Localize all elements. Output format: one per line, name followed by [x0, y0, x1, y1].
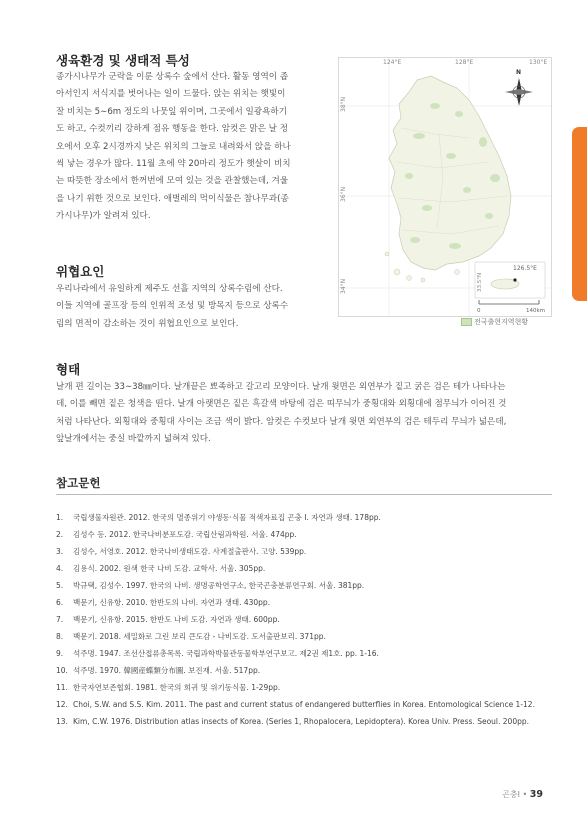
- occurrence-point: [513, 278, 516, 281]
- references-title: 참고문헌: [56, 476, 101, 490]
- ecology-paragraph: [56, 69, 331, 226]
- distribution-map: [338, 57, 552, 317]
- north-arrow-icon: [505, 78, 533, 106]
- ecology-line: 종가시나무가 군락을 이룬 상록수 숲에서 산다. 활동 영역이 좁: [56, 72, 289, 82]
- page-footer: [502, 789, 543, 800]
- reference-item: [56, 543, 556, 560]
- reference-item: [56, 645, 556, 662]
- reference-number: 10.: [56, 666, 68, 675]
- threat-paragraph: [56, 281, 331, 333]
- references-divider: [56, 494, 552, 495]
- ecology-line: 가시나무)가 알려져 있다.: [56, 211, 151, 222]
- lat-label: 36°N: [340, 186, 347, 202]
- reference-number: 8.: [56, 632, 64, 641]
- reference-text: 석주명. 1970. 韓國産蝶類分布圖. 보진재. 서울. 517pp.: [73, 666, 261, 675]
- form-line: 앞날개에서는 중실 바깥까지 넓혀져 있다.: [56, 434, 211, 445]
- ecology-line: 을 나기 위한 것으로 보인다. 애벌레의 먹이식물은 참나무과(종: [56, 193, 289, 204]
- reference-text: 국립생물자원관. 2012. 한국의 멸종위기 야생동·식물 적색자료집 곤충 I. 자연과 생태. 178pp.: [73, 513, 381, 522]
- korea-landmass: [389, 76, 511, 270]
- scale-start-label: 0: [477, 308, 481, 314]
- reference-item: [56, 662, 556, 679]
- page-number: 39: [529, 789, 543, 800]
- form-paragraph: [56, 379, 556, 449]
- inset-lon-label: 126.5°E: [513, 265, 537, 272]
- reference-text: 한국자연보존협회. 1981. 한국의 희귀 및 위기동식물. 1-29pp.: [73, 683, 281, 692]
- reference-number: 2.: [56, 530, 64, 539]
- reference-item: [56, 611, 556, 628]
- reference-number: 11.: [56, 683, 68, 692]
- ecology-title: 생육환경 및 생태적 특성: [56, 53, 190, 68]
- threat-line: 림의 면적이 감소하는 것이 위협요인으로 보인다.: [56, 318, 239, 329]
- references-list: [56, 509, 556, 730]
- reference-item: [56, 560, 556, 577]
- ecology-line: 씩 낳는 경우가 많다. 11월 초에 약 20마리 정도가 햇살이 비치: [56, 159, 291, 170]
- reference-number: 7.: [56, 615, 64, 624]
- form-line: 데, 이를 빼면 짙은 청색을 띤다. 날개 아랫면은 짙은 흑갈색 바탕에 검은 띠무늬가 중횡대와 외횡대에 점무늬가 이어진 것: [56, 399, 507, 410]
- reference-item: [56, 509, 556, 526]
- reference-text: 박규택, 김성수. 1997. 한국의 나비. 생명공학연구소, 한국곤충분류연구회. 서울. 381pp.: [73, 581, 365, 590]
- reference-number: 12.: [56, 700, 68, 709]
- reference-item: [56, 577, 556, 594]
- reference-number: 13.: [56, 717, 68, 726]
- threat-title: 위협요인: [56, 264, 105, 279]
- reference-number: 6.: [56, 598, 64, 607]
- map-caption-text: 전국출현지역현황: [474, 318, 529, 326]
- reference-item: [56, 526, 556, 543]
- ecology-line: 아서인지 서식지를 벗어나는 일이 드물다. 앉는 위치는 햇빛이: [56, 89, 286, 100]
- legend-swatch-icon: [461, 318, 472, 326]
- reference-number: 4.: [56, 564, 64, 573]
- scale-bar-icon: [479, 300, 539, 304]
- inset-lat-label: 33.5°N: [477, 272, 483, 292]
- reference-number: 1.: [56, 513, 64, 522]
- reference-item: [56, 696, 556, 713]
- korea-map-svg: [339, 58, 551, 316]
- north-label: N: [516, 69, 522, 76]
- form-title: 형태: [56, 362, 81, 377]
- reference-number: 3.: [56, 547, 64, 556]
- threat-line: 이들 지역에 골프장 등의 인위적 조성 및 방목지 등으로 상록수: [56, 301, 289, 312]
- reference-item: [56, 713, 556, 730]
- scale-end-label: 140km: [526, 308, 546, 314]
- reference-item: [56, 594, 556, 611]
- lon-label: 130°E: [529, 59, 548, 66]
- form-line: 날개 편 길이는 33∼38㎜이다. 날개끝은 뾰족하고 갈고리 모양이다. 날개 윗면은 외연부가 짙고 굵은 검은 테가 나타나는: [56, 382, 506, 392]
- reference-text: 김성수, 서영호. 2012. 한국나비생태도감. 사계절출판사. 고양. 539pp.: [73, 547, 307, 556]
- reference-item: [56, 679, 556, 696]
- form-line: 처럼 나타난다. 외횡대와 중횡대 사이는 조금 색이 밝다. 암컷은 수컷보다 날개 윗면 외연부의 검은 테두리 무늬가 넓은데,: [56, 416, 507, 427]
- reference-number: 9.: [56, 649, 64, 658]
- ecology-line: 잘 비치는 5∼6m 정도의 나뭇잎 위이며, 그곳에서 일광욕하기: [56, 106, 287, 117]
- lon-label: 124°E: [383, 59, 402, 66]
- reference-text: 김용식. 2002. 원색 한국 나비 도감. 교학사. 서울. 305pp.: [73, 564, 266, 573]
- footer-section: 곤충Ⅰ: [502, 790, 520, 799]
- ecology-line: 도 하고, 수컷끼리 강하게 점유 행동을 한다. 암컷은 맑은 날 정: [56, 124, 289, 135]
- reference-text: 백문기, 신유항. 2015. 한반도 나비 도감. 자연과 생태. 600pp.: [73, 615, 280, 624]
- lat-label: 34°N: [340, 278, 347, 294]
- ecology-line: 는 따뜻한 장소에서 한꺼번에 모여 있는 것을 관찰했는데, 겨울: [56, 176, 289, 187]
- reference-text: 백문기. 2018. 세밀화로 그린 보리 큰도감 - 나비도감. 도서출판보리. 371pp.: [73, 632, 326, 641]
- reference-text: 김성수 등. 2012. 한국나비분포도감. 국립산림과학원. 서울. 474pp.: [73, 530, 297, 539]
- ecology-line: 오에서 오후 2시경까지 낮은 위치의 그늘로 내려와서 앉을 하나: [56, 141, 291, 152]
- reference-text: Kim, C.W. 1976. Distribution atlas insects of Korea. (Series 1, Rhopalocera, Lepidoptera). Korea Univ. Press. Seoul. 200pp.: [73, 717, 529, 726]
- reference-text: 석주명. 1947. 조선산접류총목록. 국립과학박물관동물학부연구보고. 제2권 제1호. pp. 1-16.: [73, 649, 379, 658]
- reference-number: 5.: [56, 581, 64, 590]
- lon-label: 128°E: [455, 59, 474, 66]
- chapter-side-tab: [572, 127, 587, 301]
- map-caption: [461, 317, 528, 327]
- reference-text: 백문기, 신유항. 2010. 한반도의 나비. 자연과 생태. 430pp.: [73, 598, 271, 607]
- reference-text: Choi, S.W. and S.S. Kim. 2011. The past and current status of endangered butterflies in Korea. Entomological Science 1-12.: [73, 700, 535, 709]
- lat-label: 38°N: [340, 96, 347, 112]
- reference-item: [56, 628, 556, 645]
- threat-line: 우리나라에서 유일하게 제주도 선흘 지역의 상록수림에 산다.: [56, 284, 283, 294]
- footer-separator: •: [522, 790, 528, 799]
